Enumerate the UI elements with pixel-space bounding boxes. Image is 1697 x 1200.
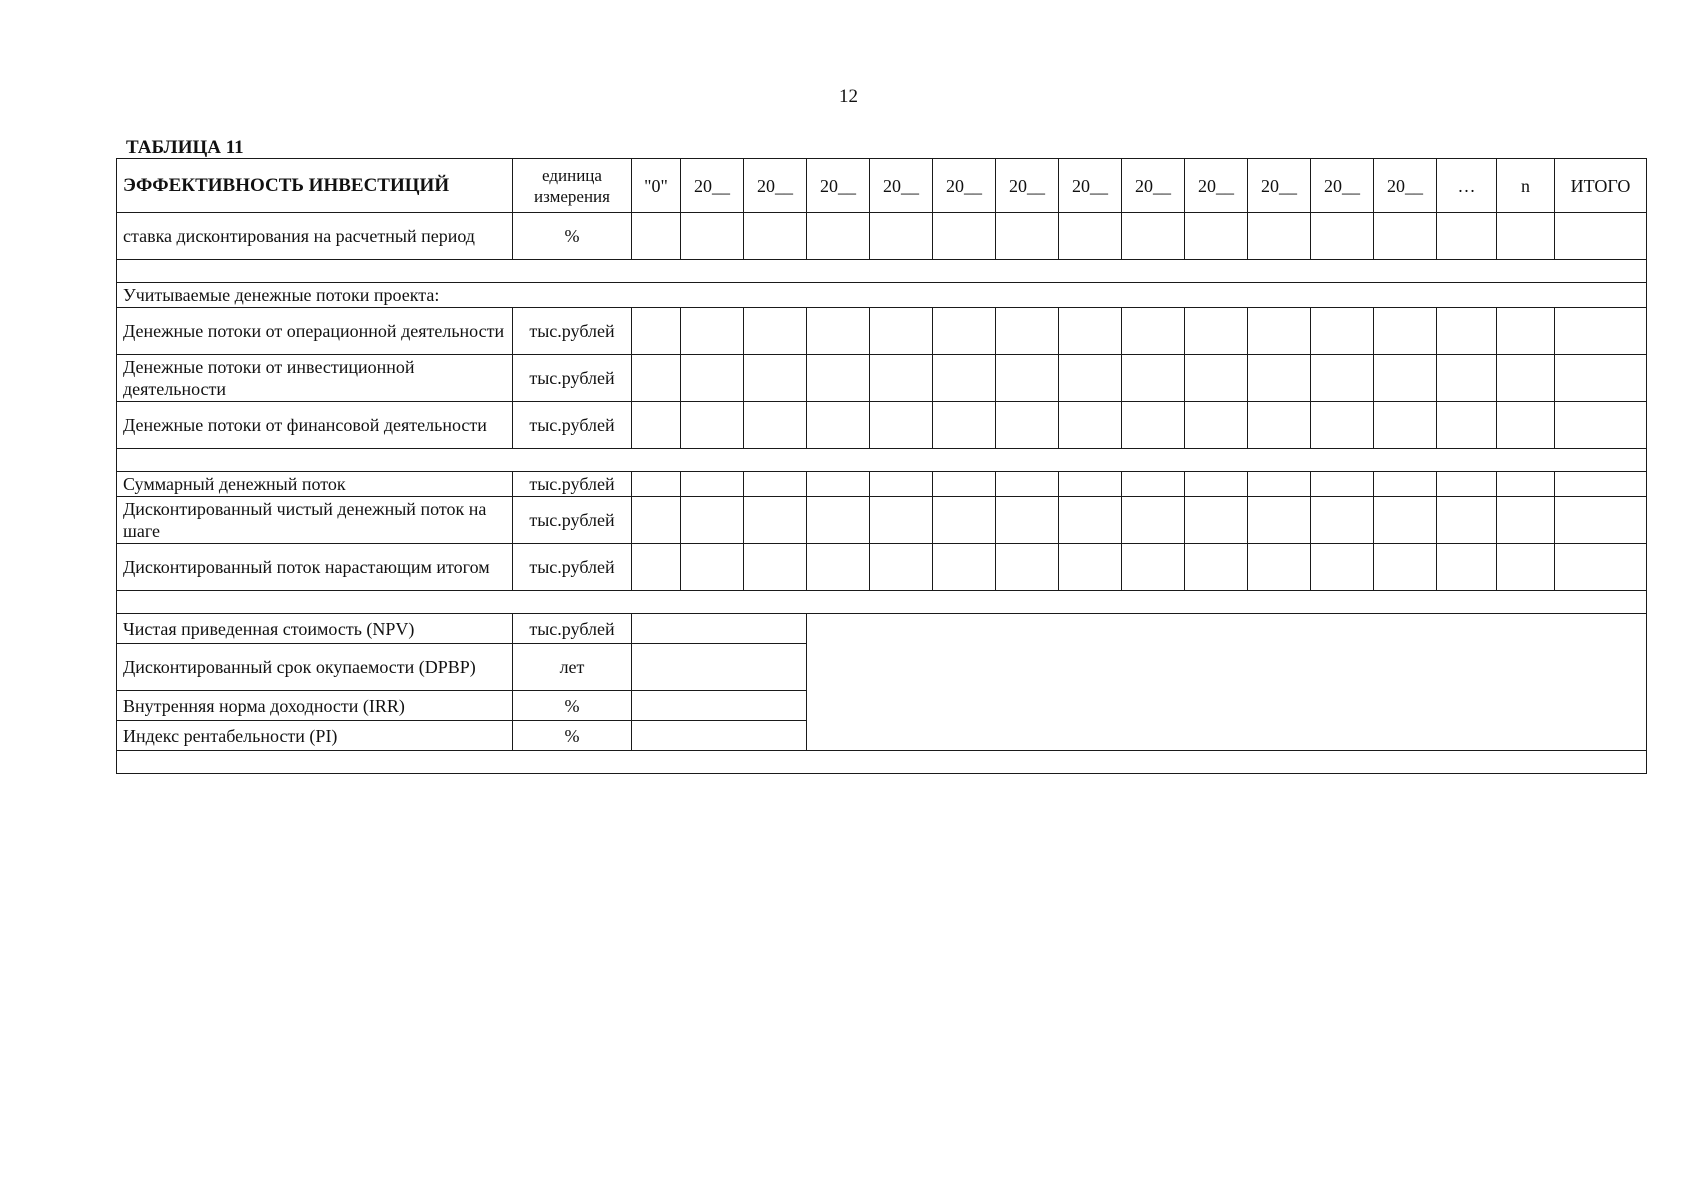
data-cell xyxy=(1374,402,1437,449)
data-cell xyxy=(933,308,996,355)
data-cell xyxy=(1248,472,1311,497)
header-period: 20__ xyxy=(1059,159,1122,213)
data-cell xyxy=(1374,472,1437,497)
header-period: 20__ xyxy=(996,159,1059,213)
row-label: Денежные потоки от операционной деятельности xyxy=(117,308,513,355)
data-cell xyxy=(632,402,681,449)
data-cell xyxy=(1311,472,1374,497)
data-cell xyxy=(1374,355,1437,402)
data-cell xyxy=(870,402,933,449)
row-unit: тыс.рублей xyxy=(513,308,632,355)
data-cell xyxy=(1555,472,1647,497)
indicator-unit: тыс.рублей xyxy=(513,614,632,644)
data-cell xyxy=(1248,355,1311,402)
data-cell xyxy=(681,544,744,591)
data-cell xyxy=(870,497,933,544)
data-cell xyxy=(1311,355,1374,402)
data-cell xyxy=(1059,355,1122,402)
row-unit: тыс.рублей xyxy=(513,355,632,402)
data-cell xyxy=(1122,497,1185,544)
data-cell xyxy=(1248,308,1311,355)
data-cell xyxy=(1059,213,1122,260)
data-cell xyxy=(1555,402,1647,449)
header-period: 20__ xyxy=(870,159,933,213)
header-period: … xyxy=(1437,159,1497,213)
header-row xyxy=(117,159,1647,213)
header-period: 20__ xyxy=(1311,159,1374,213)
data-cell xyxy=(632,544,681,591)
data-cell xyxy=(1437,497,1497,544)
indicator-value-cell xyxy=(632,691,807,721)
data-cell xyxy=(1437,355,1497,402)
row-label: Суммарный денежный поток xyxy=(117,472,513,497)
header-period: 20__ xyxy=(1248,159,1311,213)
data-cell xyxy=(996,497,1059,544)
header-period: 20__ xyxy=(744,159,807,213)
data-cell xyxy=(1497,355,1555,402)
data-cell xyxy=(807,308,870,355)
data-cell xyxy=(1059,544,1122,591)
indicator-unit: % xyxy=(513,721,632,751)
row-label: ставка дисконтирования на расчетный период xyxy=(117,213,513,260)
data-cell xyxy=(1374,308,1437,355)
header-period: 20__ xyxy=(681,159,744,213)
data-cell xyxy=(933,544,996,591)
data-cell xyxy=(1311,402,1374,449)
header-period: 20__ xyxy=(1185,159,1248,213)
header-period: 20__ xyxy=(1374,159,1437,213)
section-label: Учитываемые денежные потоки проекта: xyxy=(117,283,1647,308)
data-cell xyxy=(1311,308,1374,355)
data-cell xyxy=(807,213,870,260)
table-row xyxy=(117,472,1647,497)
data-cell xyxy=(1122,308,1185,355)
data-cell xyxy=(996,544,1059,591)
data-cell xyxy=(1122,213,1185,260)
indicator-label: Индекс рентабельности (PI) xyxy=(117,721,513,751)
data-cell xyxy=(1374,213,1437,260)
header-period: 20__ xyxy=(933,159,996,213)
data-cell xyxy=(1248,213,1311,260)
data-cell xyxy=(744,308,807,355)
row-unit: тыс.рублей xyxy=(513,544,632,591)
data-cell xyxy=(744,402,807,449)
row-label: Денежные потоки от финансовой деятельности xyxy=(117,402,513,449)
data-cell xyxy=(1185,472,1248,497)
data-cell xyxy=(744,355,807,402)
data-cell xyxy=(870,355,933,402)
data-cell xyxy=(744,213,807,260)
data-cell xyxy=(744,472,807,497)
data-cell xyxy=(996,308,1059,355)
data-cell xyxy=(1059,472,1122,497)
data-cell xyxy=(1497,497,1555,544)
spacer-cell xyxy=(117,751,1647,774)
spacer-cell xyxy=(117,449,1647,472)
indicator-label: Дисконтированный срок окупаемости (DPBP) xyxy=(117,644,513,691)
data-cell xyxy=(681,213,744,260)
data-cell xyxy=(996,402,1059,449)
data-cell xyxy=(1122,472,1185,497)
spacer-row xyxy=(117,449,1647,472)
data-cell xyxy=(1248,544,1311,591)
table-row xyxy=(117,544,1647,591)
data-cell xyxy=(807,402,870,449)
data-cell xyxy=(1059,402,1122,449)
data-cell xyxy=(870,544,933,591)
header-period: n xyxy=(1497,159,1555,213)
table-row xyxy=(117,497,1647,544)
data-cell xyxy=(1555,213,1647,260)
header-total: ИТОГО xyxy=(1555,159,1647,213)
data-cell xyxy=(1185,355,1248,402)
spacer-cell xyxy=(117,260,1647,283)
header-period: 20__ xyxy=(807,159,870,213)
indicator-unit: лет xyxy=(513,644,632,691)
data-cell xyxy=(632,472,681,497)
data-cell xyxy=(744,497,807,544)
data-cell xyxy=(933,497,996,544)
header-unit: единица измерения xyxy=(513,159,632,213)
indicator-label: Внутренняя норма доходности (IRR) xyxy=(117,691,513,721)
data-cell xyxy=(1437,402,1497,449)
row-unit: тыс.рублей xyxy=(513,472,632,497)
data-cell xyxy=(1311,497,1374,544)
row-unit: тыс.рублей xyxy=(513,402,632,449)
data-cell xyxy=(1555,355,1647,402)
header-period: 20__ xyxy=(1122,159,1185,213)
data-cell xyxy=(681,497,744,544)
data-cell xyxy=(807,355,870,402)
data-cell xyxy=(1185,497,1248,544)
data-cell xyxy=(870,472,933,497)
table-row xyxy=(117,308,1647,355)
data-cell xyxy=(1311,544,1374,591)
spacer-row xyxy=(117,751,1647,774)
table-row xyxy=(117,402,1647,449)
data-cell xyxy=(1374,497,1437,544)
table-row xyxy=(117,355,1647,402)
indicator-row xyxy=(117,614,1647,644)
indicator-value-cell xyxy=(632,721,807,751)
blank-area xyxy=(807,614,1647,751)
header-period: "0" xyxy=(632,159,681,213)
table-caption: ТАБЛИЦА 11 xyxy=(126,137,244,158)
indicator-value-cell xyxy=(632,644,807,691)
data-cell xyxy=(870,213,933,260)
data-cell xyxy=(1497,544,1555,591)
investment-efficiency-table xyxy=(116,158,1647,774)
row-label: Дисконтированный поток нарастающим итогом xyxy=(117,544,513,591)
data-cell xyxy=(996,213,1059,260)
data-cell xyxy=(933,472,996,497)
data-cell xyxy=(933,213,996,260)
data-cell xyxy=(632,308,681,355)
row-unit: % xyxy=(513,213,632,260)
data-cell xyxy=(1437,544,1497,591)
data-cell xyxy=(744,544,807,591)
data-cell xyxy=(681,402,744,449)
data-cell xyxy=(1059,308,1122,355)
header-title: ЭФФЕКТИВНОСТЬ ИНВЕСТИЦИЙ xyxy=(117,159,513,213)
data-cell xyxy=(1185,544,1248,591)
discount-rate-row xyxy=(117,213,1647,260)
data-cell xyxy=(1374,544,1437,591)
indicator-label: Чистая приведенная стоимость (NPV) xyxy=(117,614,513,644)
data-cell xyxy=(632,355,681,402)
data-cell xyxy=(1555,497,1647,544)
row-label: Денежные потоки от инвестиционной деятельности xyxy=(117,355,513,402)
data-cell xyxy=(632,213,681,260)
data-cell xyxy=(933,402,996,449)
data-cell xyxy=(681,308,744,355)
data-cell xyxy=(1185,308,1248,355)
indicator-value-cell xyxy=(632,614,807,644)
data-cell xyxy=(632,497,681,544)
data-cell xyxy=(1122,544,1185,591)
data-cell xyxy=(1437,308,1497,355)
data-cell xyxy=(807,497,870,544)
data-cell xyxy=(870,308,933,355)
data-cell xyxy=(1555,544,1647,591)
data-cell xyxy=(1311,213,1374,260)
data-cell xyxy=(1122,355,1185,402)
data-cell xyxy=(681,472,744,497)
page-number: 12 xyxy=(839,86,858,107)
data-cell xyxy=(1437,472,1497,497)
data-cell xyxy=(996,355,1059,402)
data-cell xyxy=(1185,402,1248,449)
indicator-unit: % xyxy=(513,691,632,721)
spacer-row xyxy=(117,591,1647,614)
data-cell xyxy=(1497,472,1555,497)
data-cell xyxy=(1185,213,1248,260)
spacer-cell xyxy=(117,591,1647,614)
section-label-row xyxy=(117,283,1647,308)
data-cell xyxy=(933,355,996,402)
data-cell xyxy=(1437,213,1497,260)
row-unit: тыс.рублей xyxy=(513,497,632,544)
data-cell xyxy=(1497,213,1555,260)
data-cell xyxy=(807,472,870,497)
spacer-row xyxy=(117,260,1647,283)
data-cell xyxy=(1555,308,1647,355)
data-cell xyxy=(1248,497,1311,544)
data-cell xyxy=(807,544,870,591)
data-cell xyxy=(1122,402,1185,449)
data-cell xyxy=(1497,402,1555,449)
data-cell xyxy=(1248,402,1311,449)
data-cell xyxy=(996,472,1059,497)
data-cell xyxy=(681,355,744,402)
row-label: Дисконтированный чистый денежный поток на шаге xyxy=(117,497,513,544)
data-cell xyxy=(1497,308,1555,355)
data-cell xyxy=(1059,497,1122,544)
